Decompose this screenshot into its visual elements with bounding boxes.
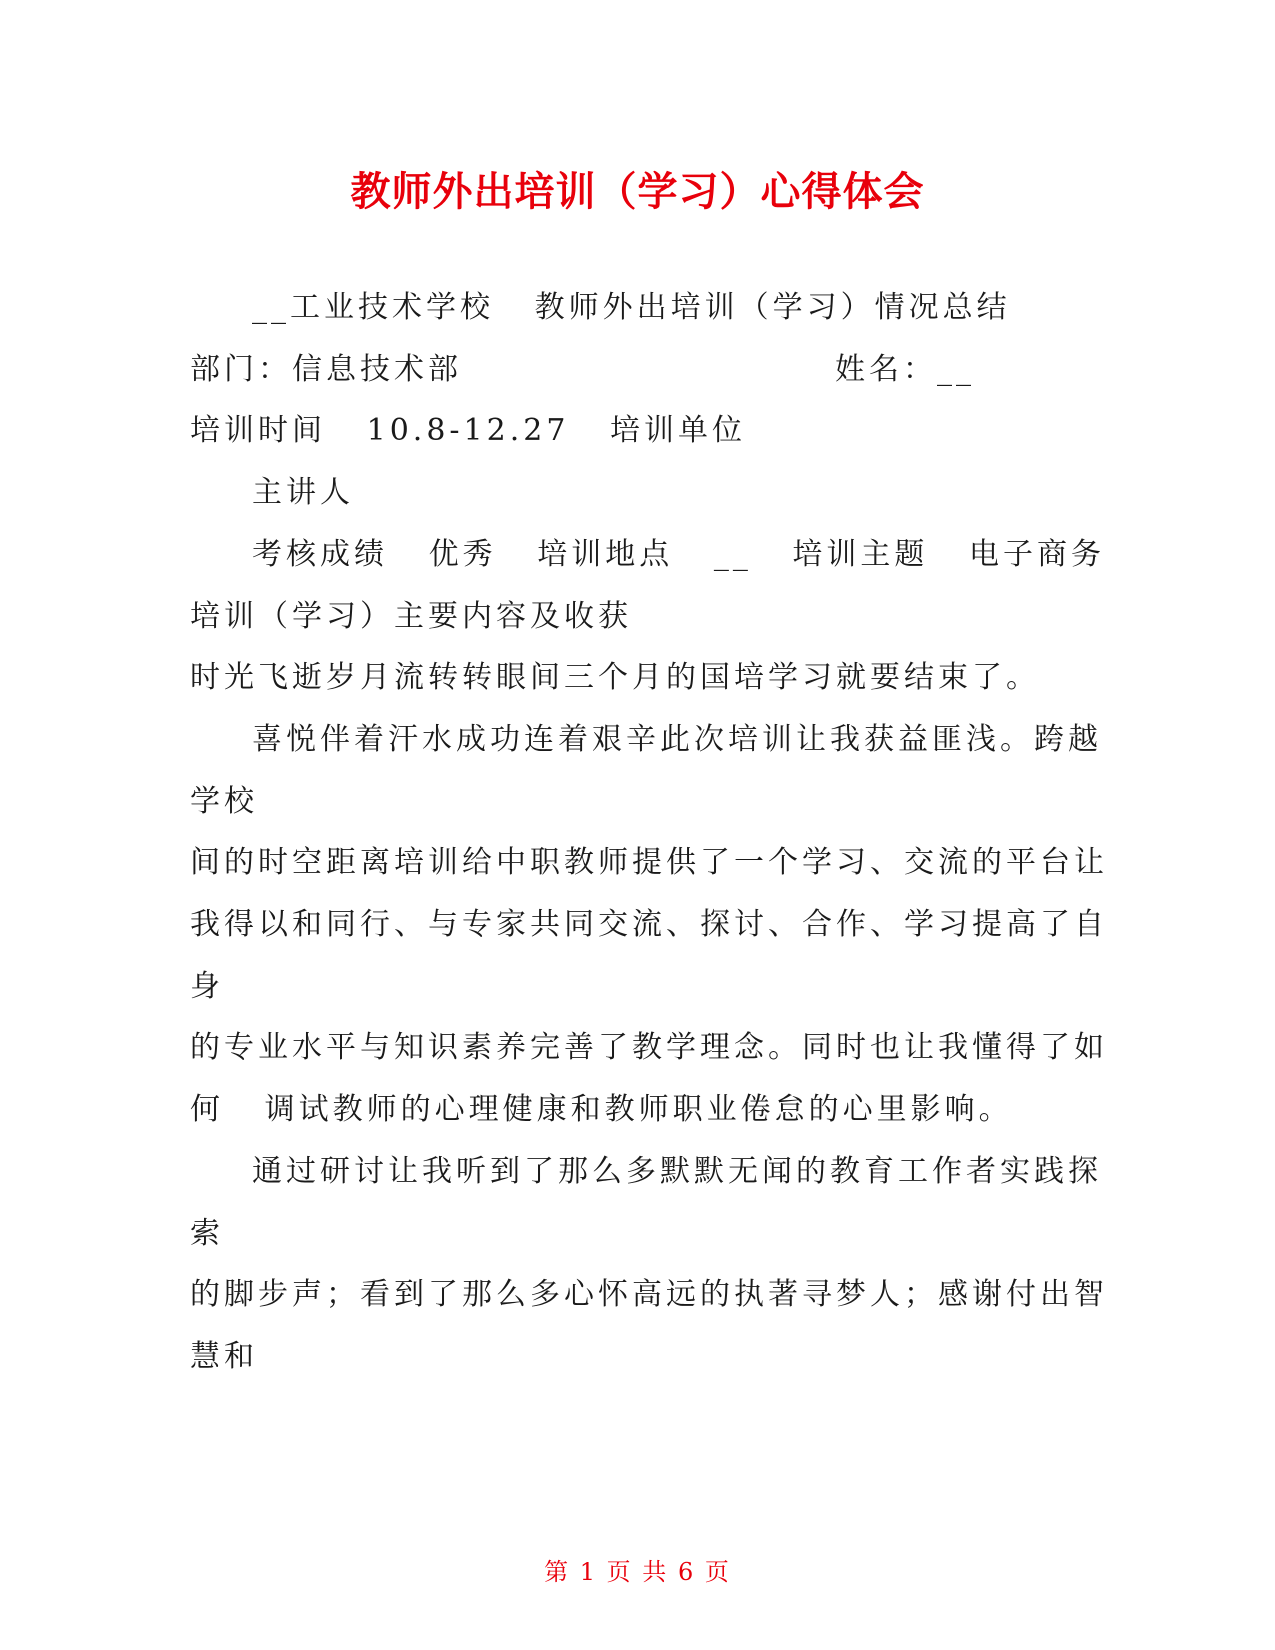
training-time-field: 培训时间 10.8-12.27 培训单位	[190, 413, 747, 448]
body-line: 索	[190, 1216, 224, 1251]
body-line: 通过研讨让我听到了那么多默默无闻的教育工作者实践探	[252, 1154, 1102, 1189]
body-line: 身	[190, 969, 224, 1004]
body-line: 的脚步声；看到了那么多心怀高远的执著寻梦人；感谢付出智	[190, 1277, 1108, 1312]
page-number: 第 1 页 共 6 页	[544, 1558, 731, 1586]
body-line: 时光飞逝岁月流转转眼间三个月的国培学习就要结束了。	[190, 660, 1040, 695]
body-line: 喜悦伴着汗水成功连着艰辛此次培训让我获益匪浅。跨越	[252, 722, 1102, 757]
body-line: 我得以和同行、与专家共同交流、探讨、合作、学习提高了自	[190, 907, 1108, 942]
name-field: 姓名：__	[835, 352, 975, 387]
body-line: 的专业水平与知识素养完善了教学理念。同时也让我懂得了如	[190, 1030, 1108, 1065]
body-line: 间的时空距离培训给中职教师提供了一个学习、交流的平台让	[190, 845, 1108, 880]
body-line: 何 调试教师的心理健康和教师职业倦怠的心里影响。	[190, 1092, 1013, 1127]
lecturer-field: 主讲人	[252, 475, 354, 510]
body-line: 学校	[190, 784, 258, 819]
assessment-field: 考核成绩 优秀 培训地点 __ 培训主题 电子商务	[252, 537, 1106, 572]
summary-heading: __工业技术学校 教师外出培训（学习）情况总结	[252, 290, 1011, 325]
content-heading: 培训（学习）主要内容及收获	[190, 599, 632, 634]
body-line: 慧和	[190, 1339, 258, 1374]
department-field: 部门：信息技术部	[190, 352, 462, 387]
document-title: 教师外出培训（学习）心得体会	[350, 169, 925, 215]
